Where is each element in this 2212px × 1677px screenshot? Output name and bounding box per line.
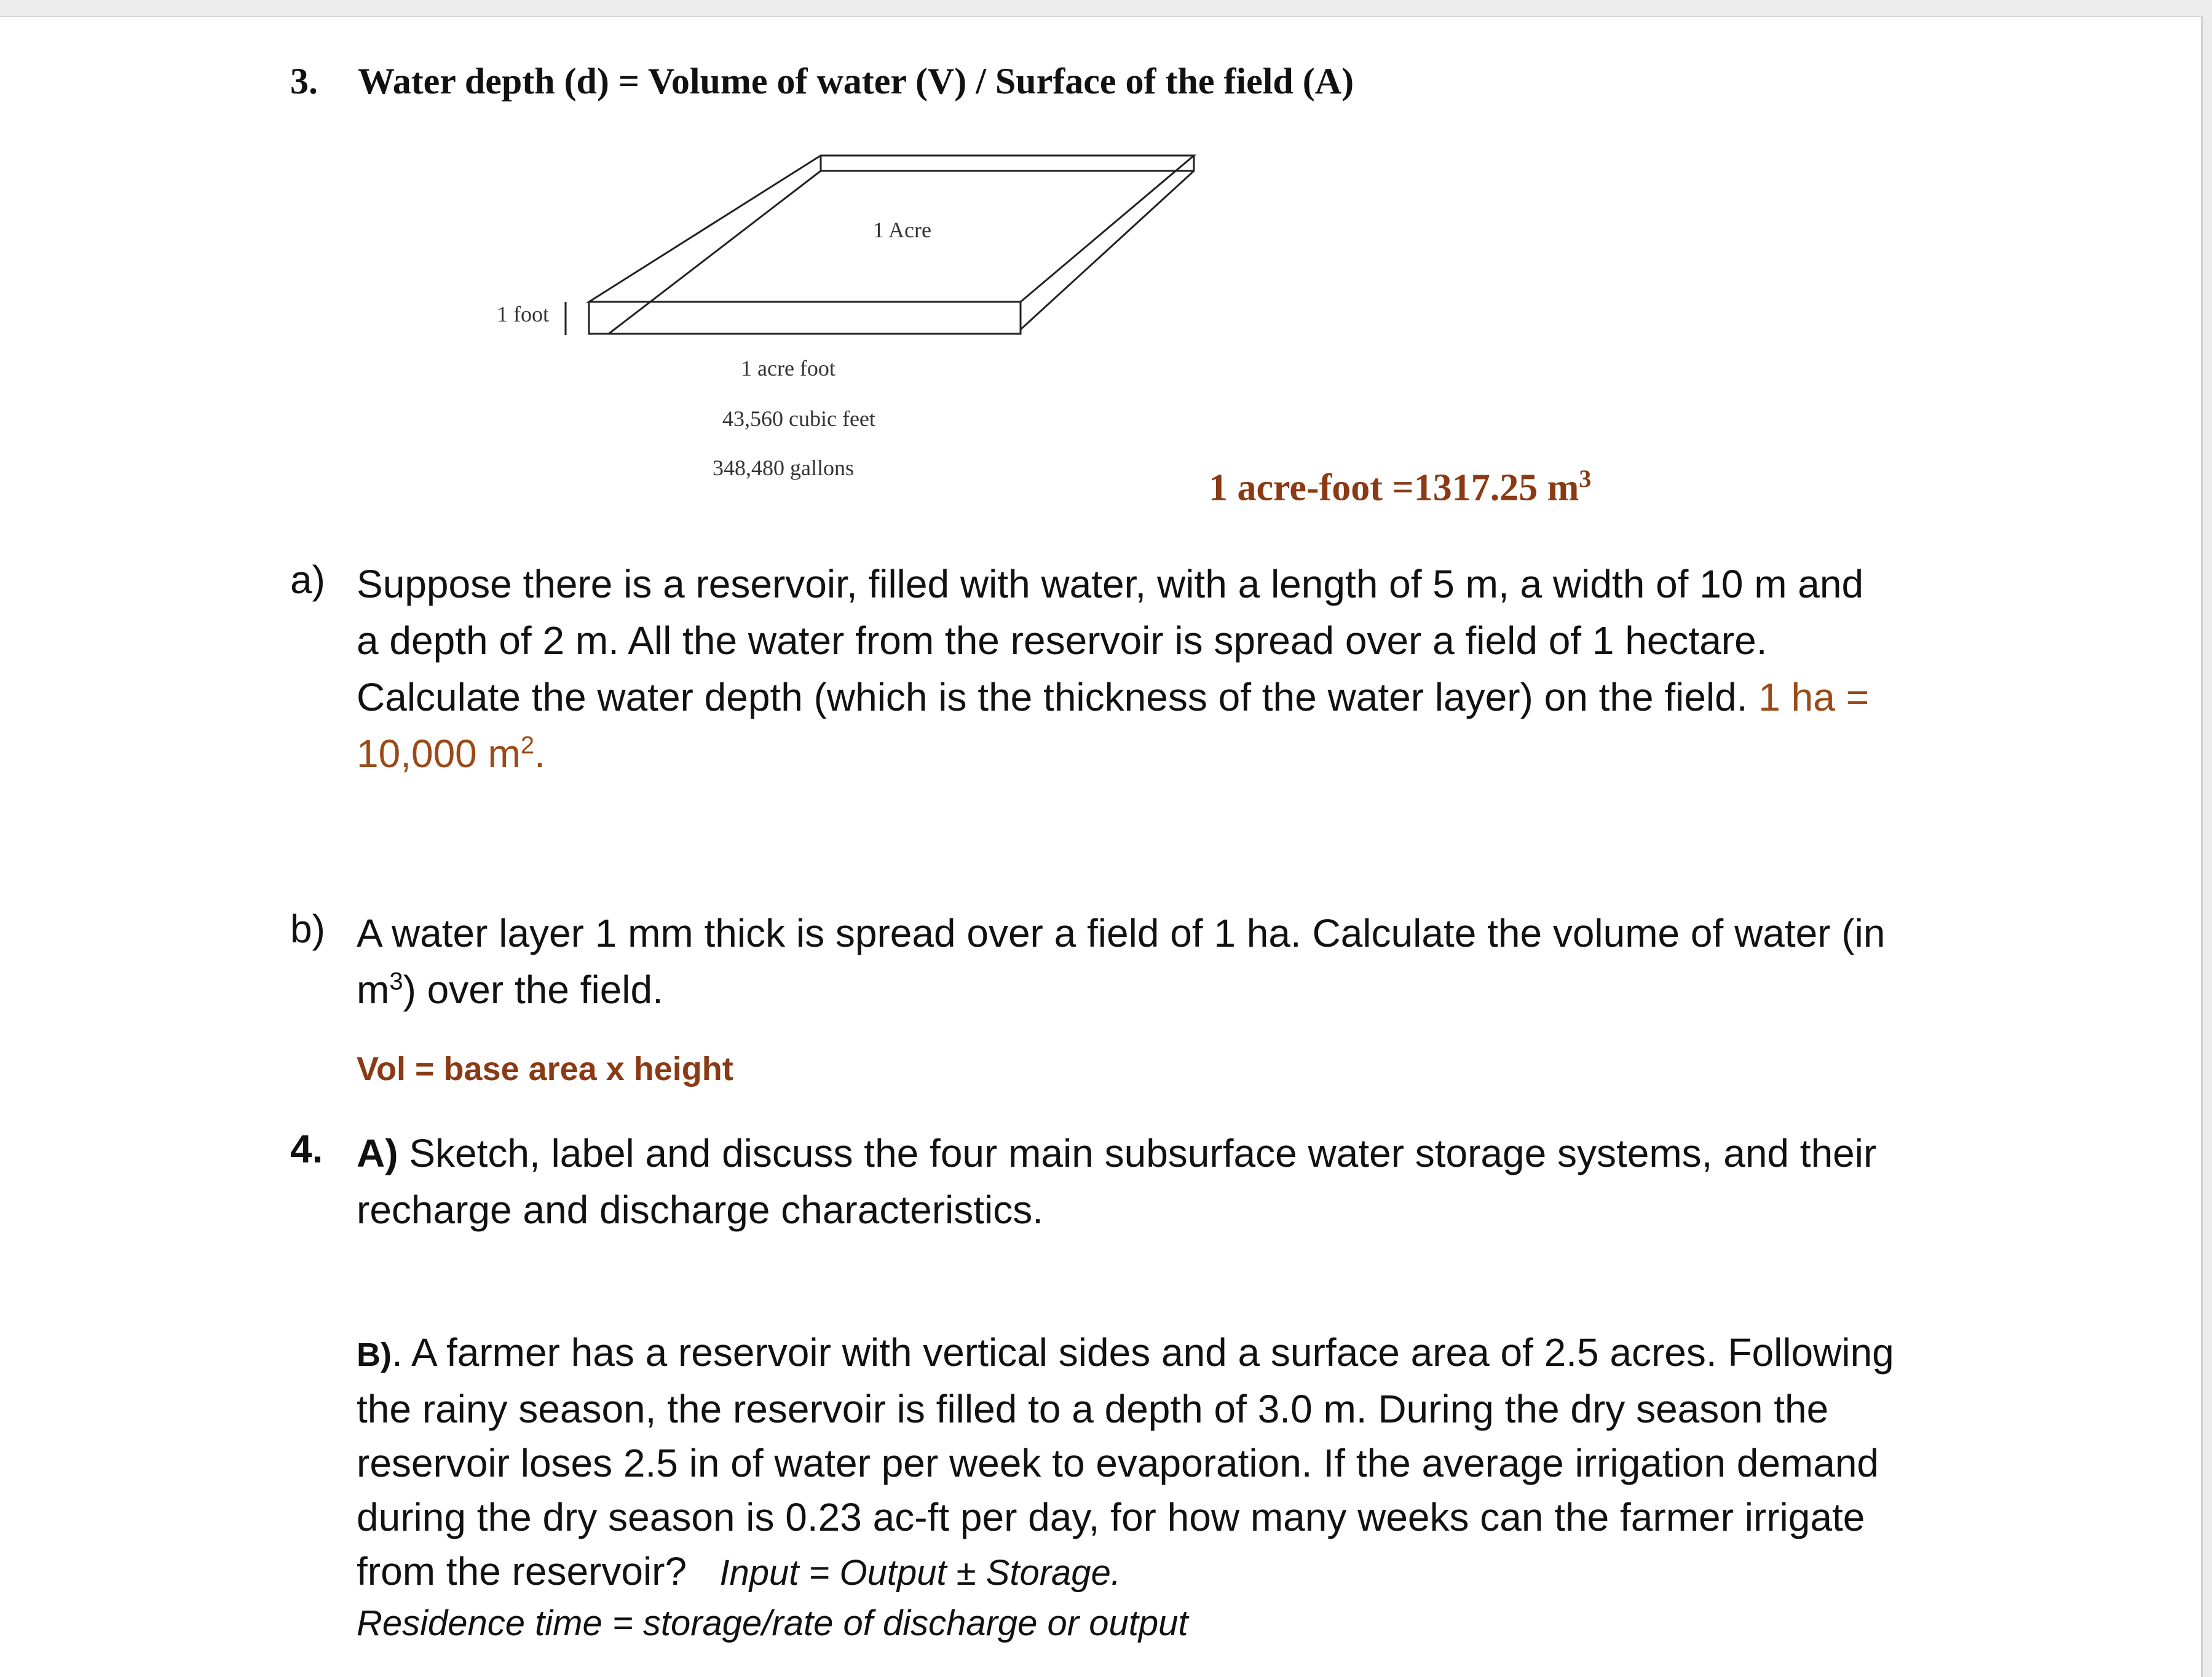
question-3-heading xyxy=(290,60,1354,103)
part-a-hint-period: . xyxy=(534,732,545,776)
question-4b-line-1 xyxy=(357,1325,2066,1382)
question-4b-text xyxy=(357,1325,2066,1647)
part-a-line-2: a depth of 2 m. All the water from the reservoir is spread over a field of 1 hectare. xyxy=(357,618,1768,663)
diagram-acre-label: 1 Acre xyxy=(873,218,931,242)
part-a-hectare-hint: 1 ha = xyxy=(1758,675,1869,719)
part-a-hint-value: 10,000 m xyxy=(357,732,521,776)
question-4b-line-2: the rainy season, the reservoir is filled to a depth of 3.0 m. During the dry season the xyxy=(357,1387,1829,1431)
part-b-superscript: 3 xyxy=(389,968,403,995)
part-a-marker: a) xyxy=(290,558,325,602)
conversion-superscript: 3 xyxy=(1579,465,1592,492)
question-4b-line-4: during the dry season is 0.23 ac-ft per day, for how many weeks can the farmer irrigate xyxy=(357,1495,1865,1539)
part-b-text xyxy=(357,905,2053,1018)
question-4a-label: A) xyxy=(357,1131,398,1175)
diagram-foot-label: 1 foot xyxy=(497,302,549,326)
storage-equation: Input = Output ± Storage. xyxy=(719,1553,1121,1593)
part-a-line-3-text: Calculate the water depth (which is the thickness of the water layer) on the field. xyxy=(357,675,1748,719)
question-4b-line-5 xyxy=(357,1544,2066,1600)
volume-formula: Vol = base area x height xyxy=(357,1051,733,1087)
part-b-line-1: A water layer 1 mm thick is spread over a field of 1 ha. Calculate the volume of water (in xyxy=(357,911,1886,955)
part-b-unit: m xyxy=(357,968,390,1012)
part-a-line-1: Suppose there is a reservoir, filled with water, with a length of 5 m, a width of 10 m and xyxy=(357,562,1864,606)
part-b-line-2 xyxy=(357,961,2053,1018)
question-4a-line-1-text: Sketch, label and discuss the four main subsurface water storage systems, and their xyxy=(398,1131,1877,1175)
question-4a-line-1 xyxy=(357,1125,2053,1182)
box-right-edge xyxy=(1021,156,1194,329)
box-front-face xyxy=(589,302,1021,334)
question-3-title: Water depth (d) = Volume of water (V) / Surface of the field (A) xyxy=(358,61,1354,101)
question-4b-line-1-text: . A farmer has a reservoir with vertical sides and a surface area of 2.5 acres. Following xyxy=(391,1330,1894,1375)
part-b-line-2-text: ) over the field. xyxy=(403,968,663,1012)
question-4b-line-3: reservoir loses 2.5 in of water per week to evaporation. If the average irrigation demand xyxy=(357,1441,1879,1485)
part-b-marker: b) xyxy=(290,907,325,951)
acre-foot-diagram xyxy=(486,143,1223,512)
part-a-text xyxy=(357,556,2053,782)
question-4a-line-2: recharge and discharge characteristics. xyxy=(357,1188,1043,1232)
box-back-edge xyxy=(609,156,821,334)
conversion-text: 1 acre-foot =1317.25 m xyxy=(1209,467,1579,509)
diagram-gallons-label: 348,480 gallons xyxy=(713,456,854,480)
diagram-cubic-feet-label: 43,560 cubic feet xyxy=(722,406,875,431)
question-4b-line-5-text: from the reservoir? xyxy=(357,1549,687,1593)
question-4-number: 4. xyxy=(290,1127,323,1171)
residence-time-formula: Residence time = storage/rate of discharge or output xyxy=(357,1603,1188,1643)
part-a-line-4 xyxy=(357,725,2053,782)
question-4b-label: B) xyxy=(357,1336,392,1373)
question-3-number: 3. xyxy=(290,61,318,101)
question-4a-text xyxy=(357,1125,2053,1238)
acre-foot-conversion xyxy=(1209,464,1591,510)
part-a-hint-superscript: 2 xyxy=(520,732,535,759)
document-page xyxy=(0,16,2203,1677)
diagram-acre-foot-label: 1 acre foot xyxy=(741,356,835,381)
acre-foot-box-illustration xyxy=(486,143,1223,512)
part-a-line-3 xyxy=(357,669,2053,725)
